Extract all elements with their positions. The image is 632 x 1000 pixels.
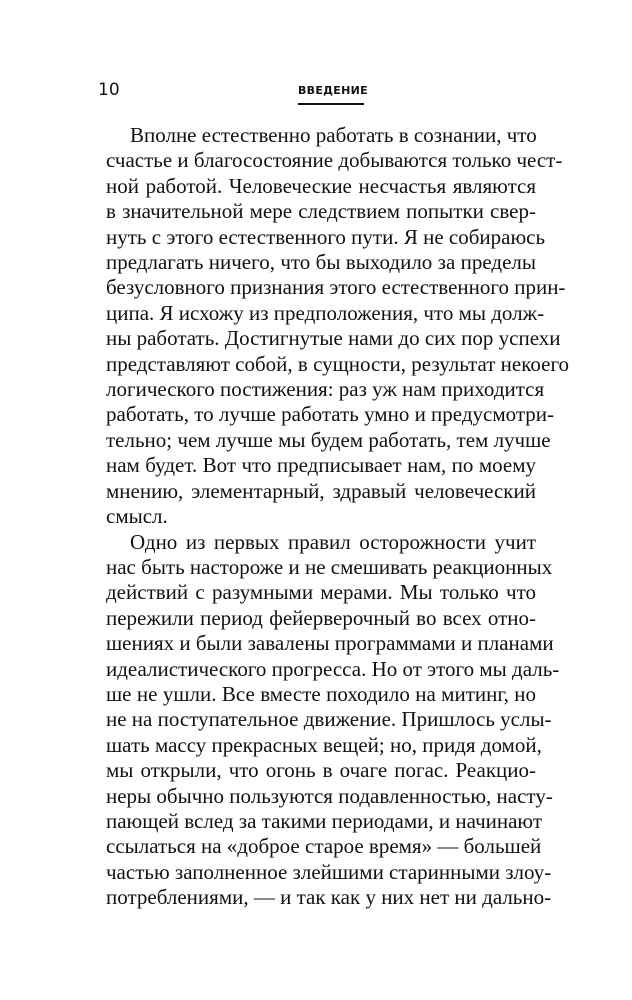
text-line: идеалистического прогресса. Но от этого мы даль- bbox=[106, 656, 560, 681]
text-line: безусловного признания этого естественного прин- bbox=[106, 275, 566, 300]
text-line: неры обычно пользуются подавленностью, насту- bbox=[106, 783, 553, 808]
text-line: действий с разумными мерами. Мы только что bbox=[106, 580, 536, 605]
text-line: работать, то лучше работать умно и предусмотри- bbox=[106, 402, 555, 427]
text-line: Одно из первых правил осторожности учит bbox=[130, 529, 536, 554]
text-line: нуть с этого естественного пути. Я не собираюсь bbox=[106, 224, 546, 249]
text-line: мы открыли, что огонь в очаге погас. Реакцио- bbox=[106, 758, 536, 783]
text-line: смысл. bbox=[106, 504, 168, 529]
running-head: ВВЕДЕНИЕ bbox=[298, 84, 368, 97]
text-line: представляют собой, в сущности, результат некоего bbox=[106, 351, 570, 376]
text-line: Вполне естественно работать в сознании, что bbox=[130, 123, 537, 147]
text-line: в значительной мере следствием попытки свер- bbox=[106, 199, 536, 224]
text-line: ципа. Я исхожу из предположения, что мы долж- bbox=[106, 300, 545, 325]
body-text bbox=[106, 123, 570, 911]
text-line: шениях и были завалены программами и планами bbox=[106, 631, 554, 656]
paragraph-1 bbox=[106, 123, 570, 530]
text-line: предлагать ничего, что бы выходило за пределы bbox=[106, 250, 536, 275]
text-line: пережили период фейерверочный во всех отно- bbox=[106, 605, 536, 630]
text-line: ной работой. Человеческие несчастья являются bbox=[106, 173, 536, 198]
header-rule bbox=[298, 103, 364, 105]
paragraph-2 bbox=[106, 529, 560, 911]
text-line: счастье и благосостояние добываются только чест- bbox=[106, 148, 563, 173]
text-line: не на поступательное движение. Пришлось услы- bbox=[106, 707, 552, 732]
text-line: логического постижения: раз уж нам приходится bbox=[106, 377, 545, 402]
page-number: 10 bbox=[98, 80, 120, 100]
text-line: шать массу прекрасных вещей; но, придя домой, bbox=[106, 732, 542, 757]
text-line: ссылаться на «доброе старое время» — большей bbox=[106, 834, 542, 859]
text-line: нам будет. Вот что предписывает нам, по моему bbox=[106, 453, 536, 478]
text-line: ше не ушли. Все вместе походило на митинг, но bbox=[106, 681, 536, 706]
text-line: нас быть настороже и не смешивать реакционных bbox=[106, 554, 553, 579]
text-line: тельно; чем лучше мы будем работать, тем лучше bbox=[106, 427, 551, 452]
text-line: ны работать. Достигнутые нами до сих пор успехи bbox=[106, 326, 561, 351]
text-line: пающей вслед за такими периодами, и начинают bbox=[106, 808, 543, 833]
text-line: потреблениями, — и так как у них нет ни дально- bbox=[106, 885, 552, 910]
text-line: частью заполненное злейшими старинными злоу- bbox=[106, 859, 552, 884]
text-line: мнению, элементарный, здравый человеческий bbox=[106, 478, 536, 503]
